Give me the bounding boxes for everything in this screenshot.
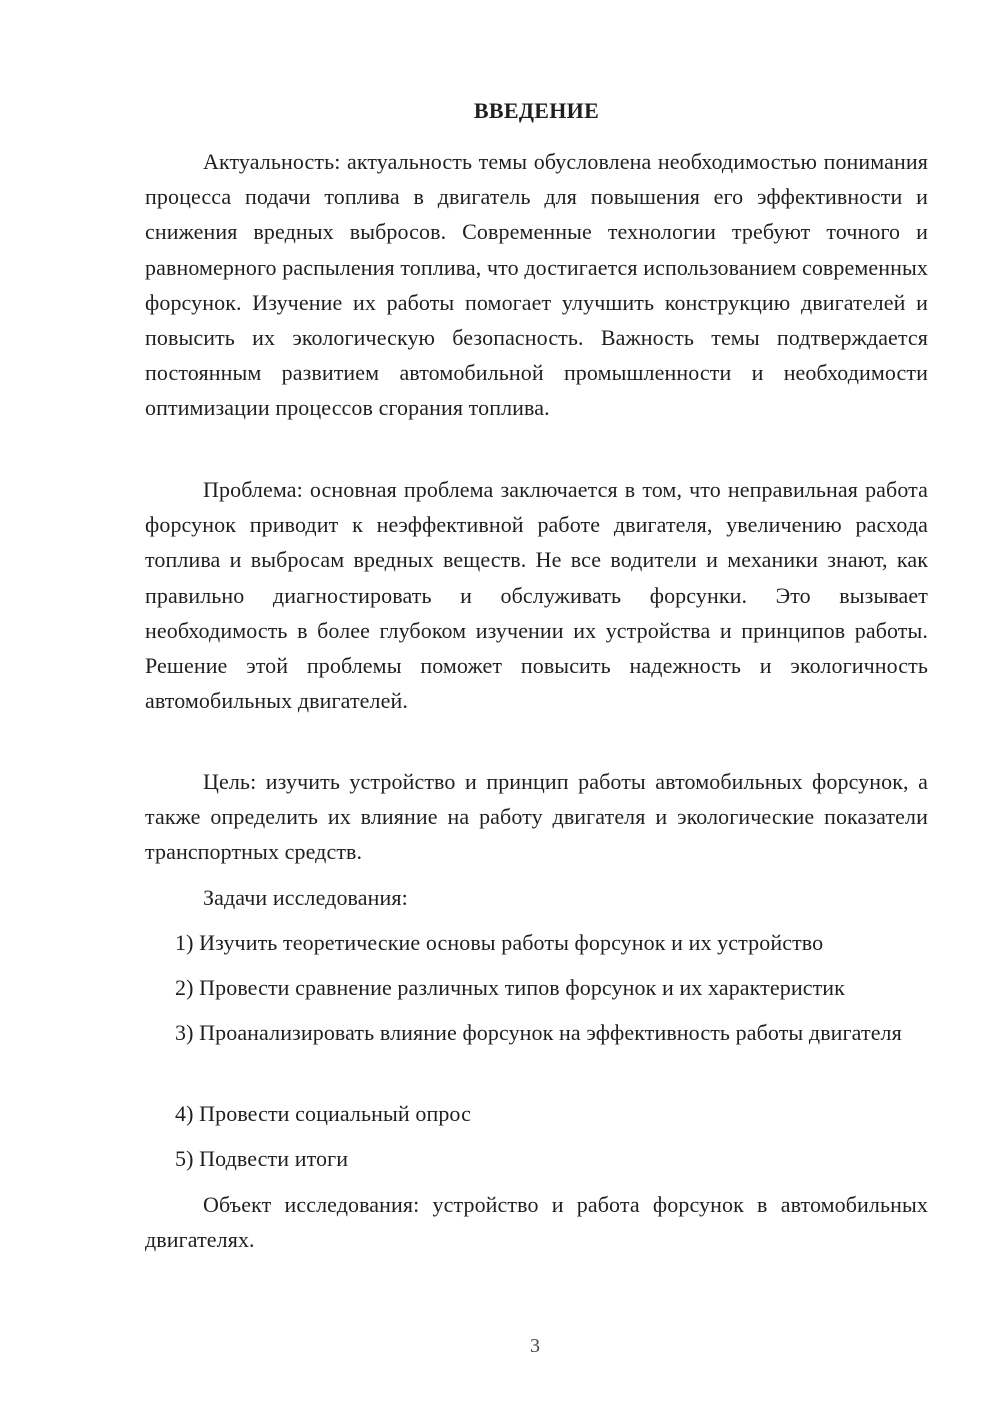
page-number: 3 (530, 1335, 540, 1357)
paragraph-object: Объект исследования: устройство и работа форсунок в автомобильных двигателях. (145, 1192, 928, 1253)
paragraph-relevance: Актуальность: актуальность темы обусловлена необходимостью понимания процесса подачи топлива в двигатель для повышения его эффективности и снижения вредных выбросов. Современные технологии требуют точного и равномерного распыления топлива, что достигается использованием современных форсунок. Изучение их работы помогает улучшить конструкцию двигателей и повысить их экологическую безопасность. Важность темы подтверждается постоянным развитием автомобильной промышленности и необходимости оптимизации процессов сгорания топлива. (145, 149, 928, 421)
paragraph-tasks-title: Задачи исследования: (203, 885, 408, 910)
section-heading: ВВЕДЕНИЕ (473, 98, 600, 123)
task-item-4: 4) Провести социальный опрос (175, 1101, 471, 1126)
task-item-5: 5) Подвести итоги (175, 1146, 349, 1171)
task-item-1: 1) Изучить теоретические основы работы форсунок и их устройство (175, 930, 824, 955)
task-item-3: 3) Проанализировать влияние форсунок на эффективность работы двигателя (175, 1020, 902, 1045)
task-item-2: 2) Провести сравнение различных типов форсунок и их характеристик (175, 975, 845, 1000)
paragraph-goal: Цель: изучить устройство и принцип работы автомобильных форсунок, а также определить их влияние на работу двигателя и экологические показатели транспортных средств. (145, 769, 928, 865)
paragraph-problem: Проблема: основная проблема заключается в том, что неправильная работа форсунок приводит к неэффективной работе двигателя, увеличению расхода топлива и выбросам вредных веществ. Не все водители и механики знают, как правильно диагностировать и обслуживать форсунки. Это вызывает необходимость в более глубоком изучении их устройства и принципов работы. Решение этой проблемы поможет повысить надежность и экологичность автомобильных двигателей. (145, 477, 928, 714)
